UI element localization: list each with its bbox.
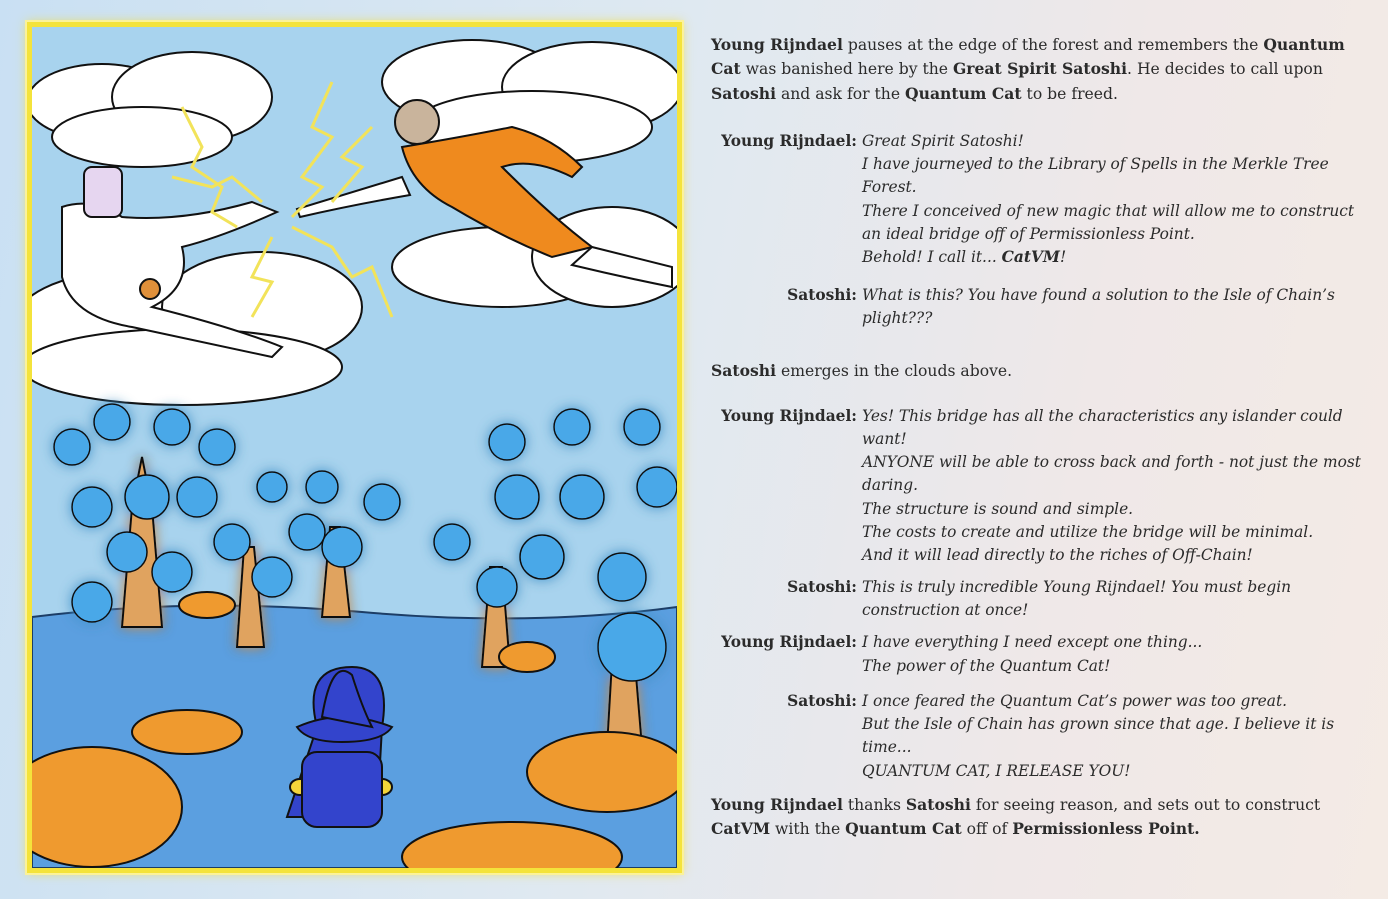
dialogue-satoshi-3 xyxy=(711,690,1361,783)
dialogue-lines: What is this? You have found a solution to the Isle of Chain’s plight??? xyxy=(862,285,1335,327)
dialogue-satoshi-2 xyxy=(711,576,1361,623)
speaker-label: Young Rijndael: xyxy=(721,633,857,652)
catvm-name: CatVM xyxy=(1001,248,1060,267)
character-name: Satoshi xyxy=(905,795,971,815)
dialogue-lines: Great Spirit Satoshi! I have journeyed to the Library of Spells in the Merkle Tree Forest. There I conceived of new magic that will allow me to construct an ideal bridge off of Permissionless Point. Behold! I call it... CatVM! xyxy=(862,131,1355,267)
dialogue-lines: Yes! This bridge has all the characteristics any islander could want! ANYONE will be able to cross back and forth - not just the most daring. The structure is sound and simple. The costs to create and utilize the bridge will be minimal. And it will lead directly to the riches of Off-Chain! xyxy=(862,406,1361,565)
speaker-label: Satoshi: xyxy=(787,577,857,596)
dialogue-rijndael-2 xyxy=(711,405,1361,568)
outro-paragraph: Young Rijndael thanks Satoshi for seeing reason, and sets out to construct CatVM with the Quantum Cat off of Permissionless Point. xyxy=(711,795,1321,839)
character-name: Young Rijndael xyxy=(711,35,843,54)
character-name: Permissionless Point. xyxy=(1012,819,1200,839)
story-text xyxy=(711,33,1361,842)
character-name: Great Spirit Satoshi xyxy=(952,59,1128,79)
cat-head xyxy=(84,167,122,217)
intro-paragraph: Young Rijndael pauses at the edge of the forest and remembers the Quantum Cat was banished here by the Great Spirit Satoshi. He decides to call upon Satoshi and ask for the Quantum Cat to be freed. xyxy=(711,35,1345,103)
dialogue-rijndael-1 xyxy=(711,130,1361,270)
speaker-label: Young Rijndael: xyxy=(721,131,857,150)
speaker-label: Young Rijndael: xyxy=(721,406,857,425)
character-name: Satoshi xyxy=(711,83,777,103)
speaker-label: Satoshi: xyxy=(787,691,857,710)
dialogue-lines: This is truly incredible Young Rijndael! You must begin construction at once! xyxy=(862,577,1292,619)
dialogue-rijndael-3 xyxy=(711,631,1361,678)
middle-paragraph: Satoshi emerges in the clouds above. xyxy=(711,361,1013,381)
dialogue-satoshi-1 xyxy=(711,284,1361,331)
character-name: Quantum Cat xyxy=(905,83,1022,103)
story-illustration xyxy=(27,22,682,873)
speaker-label: Satoshi: xyxy=(787,285,857,304)
character-name: CatVM xyxy=(711,819,771,839)
dialogue-lines: I once feared the Quantum Cat’s power was too great. But the Isle of Chain has grown since that age. I believe it is time... QUANTUM CAT, I RELEASE YOU! xyxy=(862,691,1335,780)
character-name: Satoshi xyxy=(711,361,777,381)
dialogue-lines: I have everything I need except one thing... The power of the Quantum Cat! xyxy=(862,633,1203,675)
character-name: Quantum Cat xyxy=(845,819,962,839)
character-name: Young Rijndael xyxy=(711,795,843,815)
illustration-canvas xyxy=(32,27,677,868)
character-name: Quantum Cat xyxy=(711,35,1345,79)
